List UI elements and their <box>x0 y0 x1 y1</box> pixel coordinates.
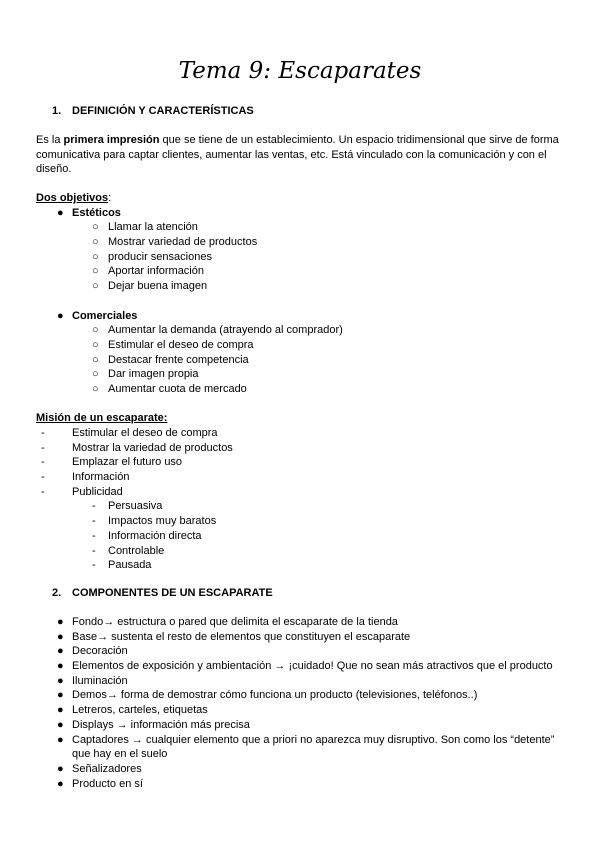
list-item <box>36 367 566 382</box>
list-item <box>36 235 566 250</box>
list-item-text: Aumentar la demanda (atrayendo al comprador) <box>108 324 343 337</box>
bullet-icon: ● <box>57 718 64 731</box>
list-item <box>36 762 566 777</box>
list-item <box>36 353 566 368</box>
list-item <box>36 220 566 235</box>
list-item <box>36 455 566 470</box>
list-item-text: Publicidad <box>72 485 123 498</box>
bullet-icon: ● <box>57 616 64 628</box>
list-item-text: Letreros, carteles, etiquetas <box>72 704 208 717</box>
list-item <box>36 382 566 397</box>
list-item-text: producir sensaciones <box>108 250 212 263</box>
list-item <box>36 558 566 573</box>
list-item-text: Mostrar variedad de productos <box>108 236 258 249</box>
list-item <box>36 499 566 514</box>
list-item-text: Captadores → cualquier elemento que a priori no aparezca muy disruptivo. Son como los “detente” que hay en el suelo <box>72 733 555 761</box>
list-item <box>36 718 566 733</box>
dash-icon: - <box>41 485 45 498</box>
para-text: Es la <box>36 134 64 146</box>
list-item-text: Información directa <box>108 529 202 542</box>
list-item-text: Dar imagen propia <box>108 368 199 381</box>
dash-icon: - <box>92 544 96 557</box>
dash-icon: - <box>41 471 45 484</box>
list-item-text: Demos→ forma de demostrar cómo funciona un producto (televisiones, teléfonos..) <box>72 689 478 702</box>
circle-bullet-icon: ○ <box>92 338 99 351</box>
dash-icon: - <box>92 529 96 542</box>
section-heading-text: COMPONENTES DE UN ESCAPARATE <box>72 587 273 599</box>
circle-bullet-icon: ○ <box>92 382 99 395</box>
bullet-icon: ● <box>57 733 64 746</box>
list-item-text: Displays → información más precisa <box>72 718 250 731</box>
para-text: que se tiene de un establecimiento. Un espacio tridimensional que sirve de forma comunicativa para captar clientes, aumentar las ventas, etc. Está vinculado con la comunicación y con el diseño. <box>36 134 559 176</box>
circle-bullet-icon: ○ <box>92 324 99 337</box>
circle-bullet-icon: ○ <box>92 368 99 381</box>
dash-icon: - <box>41 427 45 439</box>
circle-bullet-icon: ○ <box>92 236 99 249</box>
colon: : <box>108 192 112 204</box>
bullet-icon: ● <box>57 630 64 643</box>
list-item-text: Dejar buena imagen <box>108 280 208 293</box>
list-item <box>36 279 566 294</box>
list-item <box>36 630 566 645</box>
list-item-text: Llamar la atención <box>108 221 198 234</box>
list-item-text: Impactos muy baratos <box>108 515 217 528</box>
list-item <box>36 644 566 659</box>
dash-icon: - <box>41 441 45 454</box>
circle-bullet-icon: ○ <box>92 221 99 234</box>
bullet-icon: ● <box>57 674 64 687</box>
dash-icon: - <box>41 456 45 469</box>
objectives-block <box>36 191 566 573</box>
list-item-text: Base→ sustenta el resto de elementos que constituyen el escaparate <box>72 630 411 643</box>
list-item <box>36 250 566 265</box>
objectives-label: Dos objetivos <box>36 192 109 204</box>
page-title: Tema 9: Escaparates <box>178 58 422 84</box>
list-item-text: Información <box>72 471 130 484</box>
list-item <box>36 426 566 441</box>
list-item-text: Decoración <box>72 645 128 658</box>
list-item <box>36 544 566 559</box>
list-item-text: Pausada <box>108 559 152 572</box>
list-item-text: Aportar información <box>108 265 204 278</box>
list-item <box>36 615 566 630</box>
list-item <box>36 264 566 279</box>
components-list <box>36 615 566 791</box>
list-item <box>36 688 566 703</box>
dash-icon: - <box>92 500 96 513</box>
dash-icon: - <box>92 559 96 572</box>
list-item-text: Fondo→ estructura o pared que delimita el escaparate de la tienda <box>72 616 398 628</box>
list-item <box>36 338 566 353</box>
list-item-text: Mostrar la variedad de productos <box>72 441 233 454</box>
list-item-text: Estimular el deseo de compra <box>108 338 254 351</box>
list-item <box>36 470 566 485</box>
bullet-icon: ● <box>57 660 64 673</box>
section-heading-1 <box>52 104 254 119</box>
mision-label: Misión de un escaparate: <box>36 412 168 425</box>
list-item-text: Destacar frente competencia <box>108 353 249 366</box>
section-heading-2 <box>52 586 273 601</box>
list-item-text: Controlable <box>108 544 165 557</box>
list-item <box>36 529 566 544</box>
list-item <box>36 659 566 674</box>
list-item-text: Producto en sí <box>72 777 143 790</box>
list-item-text: Emplazar el futuro uso <box>72 456 183 469</box>
definition-paragraph <box>36 133 566 177</box>
para-bold: primera impresión <box>63 134 160 146</box>
list-item <box>36 514 566 529</box>
list-item <box>36 703 566 718</box>
list-item-text: Señalizadores <box>72 762 142 775</box>
section-number: 1. <box>52 105 62 117</box>
bullet-icon: ● <box>57 309 64 322</box>
list-item <box>36 441 566 456</box>
section-heading-text: DEFINICIÓN Y CARACTERÍSTICAS <box>72 105 254 117</box>
bullet-icon: ● <box>57 645 64 658</box>
bullet-icon: ● <box>57 762 64 775</box>
list-item-text: Persuasiva <box>108 500 163 513</box>
list-item-text: Aumentar cuota de mercado <box>108 382 247 395</box>
circle-bullet-icon: ○ <box>92 265 99 278</box>
bullet-icon: ● <box>57 206 64 219</box>
dash-icon: - <box>92 515 96 528</box>
circle-bullet-icon: ○ <box>92 353 99 366</box>
bullet-icon: ● <box>57 777 64 790</box>
section-number: 2. <box>52 587 62 599</box>
list-heading: Estéticos <box>72 206 121 219</box>
circle-bullet-icon: ○ <box>92 250 99 263</box>
bullet-icon: ● <box>57 689 64 702</box>
bullet-icon: ● <box>57 704 64 717</box>
circle-bullet-icon: ○ <box>92 280 99 293</box>
list-item-text: Iluminación <box>72 674 128 687</box>
list-item <box>36 485 566 500</box>
list-item <box>36 323 566 338</box>
list-item <box>36 674 566 689</box>
list-heading: Comerciales <box>72 309 138 322</box>
list-item <box>36 733 566 762</box>
list-item <box>36 777 566 792</box>
list-item-text: Estimular el deseo de compra <box>72 427 218 439</box>
list-item-text: Elementos de exposición y ambientación → ¡cuidado! Que no sean más atractivos que el producto <box>72 660 553 673</box>
